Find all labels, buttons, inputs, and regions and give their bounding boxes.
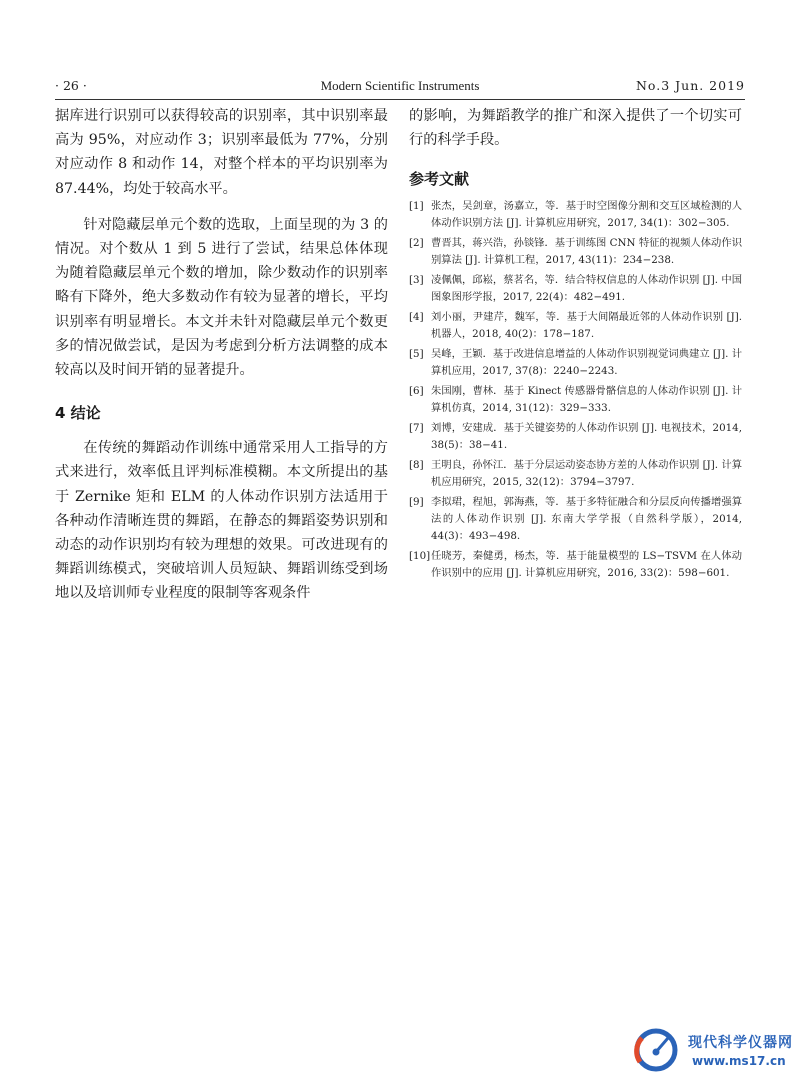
reference-text: 朱国刚，曹林．基于 Kinect 传感器骨骼信息的人体动作识别 [J]. 计算机仿真，2014, 31(12)：329−333. [431,385,742,415]
running-header [55,78,745,100]
journal-title: Modern Scientific Instruments [320,78,480,93]
reference-number: [9] [409,496,424,509]
reference-item [409,494,742,545]
hidden-layer-paragraph: 针对隐藏层单元个数的选取，上面呈现的为 3 的情况。对个数从 1 到 5 进行了尝试，结果总体体现为随着隐藏层单元个数的增加，除少数动作的识别率略有下降外，绝大多数动作有较为显著的增长，平均识别率有明显增长。本文并未针对隐藏层单元个数更多的情况做尝试，是因为考虑到分析方法调整的成本较高以及时间开销的显著提升。 [55,216,388,379]
reference-number: [6] [409,385,424,398]
reference-item [409,383,742,417]
reference-number: [8] [409,459,424,472]
reference-number: [1] [409,200,424,213]
page-number: · 26 · [55,78,87,93]
issue-info: No.3 Jun. 2019 [635,78,745,93]
reference-text: 张杰，吴剑章，汤嘉立，等．基于时空图像分割和交互区域检测的人体动作识别方法 [J]. 计算机应用研究，2017, 34(1)：302−305. [431,200,742,230]
references-heading: 参考文献 [409,170,470,189]
references-list [409,198,742,582]
results-paragraph: 据库进行识别可以获得较高的识别率，其中识别率最高为 95%，对应动作 3；识别率最低为 77%，分别对应动作 8 和动作 14，对整个样本的平均识别率为 87.44%，均处于较高水平。 [55,108,388,197]
reference-text: 任晓芳，秦健勇，杨杰，等．基于能量模型的 LS−TSVM 在人体动作识别中的应用 [J]. 计算机应用研究，2016, 33(2)：598−601. [431,550,742,580]
left-column [55,104,388,606]
reference-item [409,420,742,454]
reference-item [409,457,742,491]
reference-text: 吴峰，王颖．基于改进信息增益的人体动作识别视觉词典建立 [J]. 计算机应用，2017, 37(8)：2240−2243. [431,348,742,378]
watermark-name: 现代科学仪器网 [688,1035,793,1051]
reference-text: 李拟珺，程旭，郭海燕，等．基于多特征融合和分层反向传播增强算法的人体动作识别 [J]. 东南大学学报（自然科学版），2014, 44(3)：493−498. [431,496,742,543]
conclusion-continued: 的影响，为舞蹈教学的推广和深入提供了一个切实可行的科学手段。 [409,108,742,149]
reference-item [409,198,742,232]
reference-text: 刘博，安建成．基于关键姿势的人体动作识别 [J]. 电视技术，2014, 38(5)：38−41. [431,422,742,452]
reference-number: [3] [409,274,424,287]
reference-item [409,235,742,269]
reference-number: [10] [409,550,431,563]
watermark-logo [630,1024,795,1074]
reference-text: 刘小丽，尹建芹，魏军，等．基于大间隔最近邻的人体动作识别 [J]. 机器人，2018, 40(2)：178−187. [431,311,742,341]
watermark-url: www.ms17.cn [692,1054,786,1068]
reference-number: [7] [409,422,424,435]
reference-text: 曹晋其，蒋兴浩，孙锬锋．基于训练图 CNN 特征的视频人体动作识别算法 [J]. 计算机工程，2017, 43(11)：234−238. [431,237,742,267]
conclusion-heading: 4 结论 [55,404,101,423]
conclusion-paragraph: 在传统的舞蹈动作训练中通常采用人工指导的方式来进行，效率低且评判标准模糊。本文所提出的基于 Zernike 矩和 ELM 的人体动作识别方法适用于各种动作清晰连贯的舞蹈，在静态的舞蹈姿势识别和动态的动作识别均有较为理想的效果。可改进现有的舞蹈训练模式，突破培训人员短缺、舞蹈训练受到场地以及培训师专业程度的限制等客观条件 [55,440,388,602]
reference-number: [4] [409,311,424,324]
reference-number: [5] [409,348,424,361]
gauge-logo-icon [630,1024,688,1074]
reference-text: 凌佩佩，邱崧，蔡茗名，等．结合特权信息的人体动作识别 [J]. 中国图象图形学报，2017, 22(4)：482−491. [431,274,742,304]
reference-text: 王明良，孙怀江．基于分层运动姿态协方差的人体动作识别 [J]. 计算机应用研究，2015, 32(12)：3794−3797. [431,459,742,489]
reference-item [409,548,742,582]
header-rule [55,99,745,100]
right-column [409,104,742,585]
reference-number: [2] [409,237,424,250]
reference-item [409,309,742,343]
reference-item [409,346,742,380]
reference-item [409,272,742,306]
